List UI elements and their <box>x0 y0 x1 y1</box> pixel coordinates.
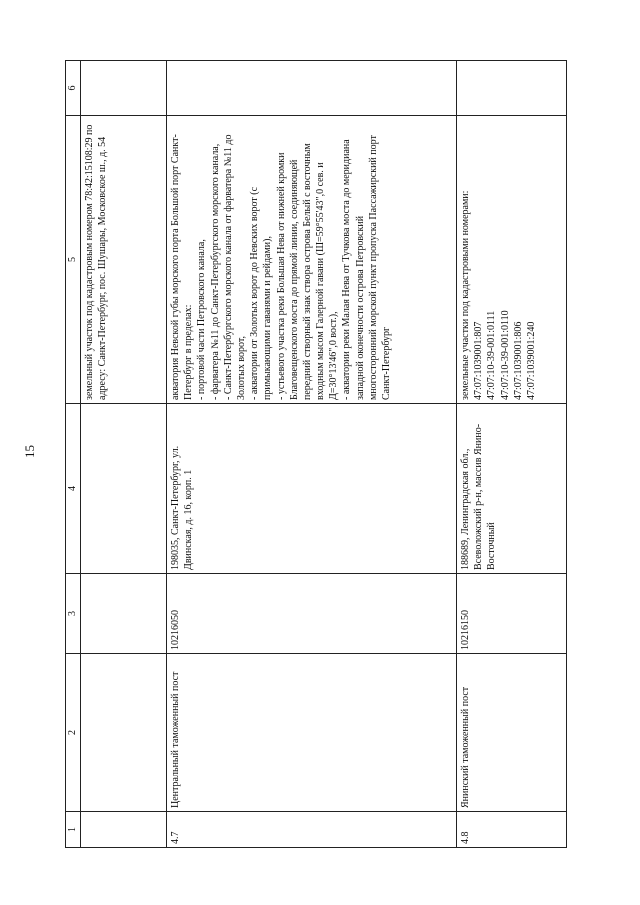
row-number <box>81 812 167 848</box>
table-row <box>457 61 567 848</box>
col-header-1: 1 <box>66 812 81 848</box>
zone-line: 47:07:1039001:807 <box>473 321 485 400</box>
zone-line: 47:07:1039001:806 <box>512 321 524 400</box>
col-header-2: 2 <box>66 654 81 812</box>
rotated-table-container <box>65 61 582 848</box>
zone-line: - акватории от Золотых ворот до Невских ворот (с примыкающими гаванями и рейдами), <box>249 186 274 400</box>
zone-description <box>81 116 167 404</box>
note-cell <box>457 61 567 116</box>
zone-line: земельные участки под кадастровыми номерами: <box>460 190 471 400</box>
zone-line: 47:07:10-39-001:0110 <box>499 310 511 400</box>
col-header-6: 6 <box>66 61 81 116</box>
zone-line: многосторонний морской пункт пропуска Пассажирский порт Санкт-Петербург <box>367 135 392 400</box>
zone-description <box>457 116 567 404</box>
zone-line: акватория Невской губы морского порта Большой порт Санкт-Петербург в пределах: <box>170 134 195 400</box>
row-number: 4.8 <box>457 812 567 848</box>
post-name <box>81 654 167 812</box>
row-number: 4.7 <box>167 812 457 848</box>
post-name: Янинский таможенный пост <box>457 654 567 812</box>
post-address: 198035, Санкт-Петербург, ул. Двинская, д. 16, корп. 1 <box>167 404 457 574</box>
post-code <box>81 574 167 654</box>
col-header-5: 5 <box>66 116 81 404</box>
col-header-3: 3 <box>66 574 81 654</box>
post-address: 188689, Ленинградская обл., Всеволожский р-н, массив Янино-Восточный <box>457 404 567 574</box>
column-number-row <box>66 61 81 848</box>
customs-posts-table <box>65 60 567 848</box>
zone-line: - портовой части Петровского канала, <box>196 239 208 400</box>
table-row <box>167 61 457 848</box>
zone-line: 47:07:10-39-001:0111 <box>486 310 498 400</box>
zone-line: - Санкт-Петербургского морского канала от фарватера №11 до Золотых ворот, <box>222 134 247 400</box>
note-cell <box>167 61 457 116</box>
zone-line: 47:07:1039001:240 <box>525 321 537 400</box>
col-header-4: 4 <box>66 404 81 574</box>
post-address <box>81 404 167 574</box>
page-number: 15 <box>22 445 37 458</box>
zone-line: - фарватера №11 до Санкт-Петербургского морского канала, <box>209 143 221 400</box>
zone-line: - устьевого участка реки Большая Нева от нижней кромки Благовещенского моста до прямой линии, соединяющей передний створный знак створа острова Белый с восточным входным мысом Галерной гавани (Ш=59°55'43",0 сев. и Д=30°13'46",0 вост.), <box>275 143 340 400</box>
post-name: Центральный таможенный пост <box>167 654 457 812</box>
note-cell <box>81 61 167 116</box>
zone-line: - акватории реки Малая Нева от Тучкова моста до меридиана западной оконечности острова Петровский <box>341 139 366 400</box>
table-row <box>81 61 167 848</box>
post-code: 10216050 <box>167 574 457 654</box>
post-code: 10216150 <box>457 574 567 654</box>
zone-description <box>167 116 457 404</box>
zone-line: земельный участок под кадастровым номером 78:42:15108:29 по адресу: Санкт-Петербург, пос. Шушары, Московское ш., д. 54 <box>84 124 109 400</box>
